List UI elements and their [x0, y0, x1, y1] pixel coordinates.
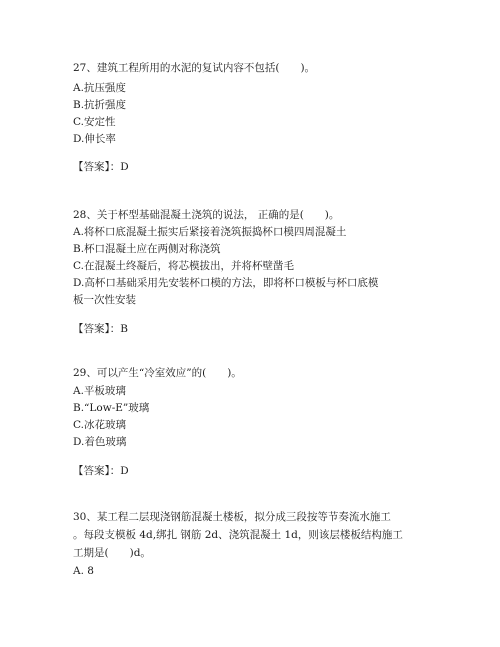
question-30-option-a: A. 8 — [73, 565, 94, 577]
question-29-stem: 29、可以产生“冷室效应”的( )。 — [73, 367, 242, 379]
question-30-stem-line-3: 工期是( )d。 — [73, 547, 151, 559]
question-28-option-a: A.将杯口底混凝土振实后紧接着浇筑振捣杯口模四周混凝土 — [73, 226, 347, 238]
question-29-option-a: A.平板玻璃 — [73, 385, 126, 397]
question-30-stem: 30、某工程二层现浇钢筋混凝土楼板，拟分成三段按等节奏流水施工 — [73, 511, 391, 523]
question-30-stem-line-2: 。每段支模板 4d,绑扎 钢筋 2d、浇筑混凝土 1d，则该层楼板结构施工 — [73, 529, 403, 541]
question-27-stem: 27、建筑工程所用的水泥的复试内容不包括( )。 — [73, 62, 316, 74]
question-27-option-d: D.伸长率 — [73, 133, 116, 145]
question-28-option-b: B.杯口混凝土应在两侧对称浇筑 — [73, 243, 221, 255]
question-27-option-b: B.抗折强度 — [73, 99, 127, 111]
question-27-option-c: C.安定性 — [73, 116, 116, 128]
question-28-option-d: D.高杯口基础采用先安装杯口模的方法，即将杯口模板与杯口底模 — [73, 277, 379, 289]
question-28-answer: 【答案】：B — [73, 323, 128, 335]
question-29-answer: 【答案】：D — [73, 465, 129, 477]
question-29-option-b: B.“Low-E”玻璃 — [73, 402, 150, 414]
question-29-option-d: D.着色玻璃 — [73, 436, 127, 448]
question-28-option-d-cont: 板一次性安装 — [73, 294, 136, 306]
question-29-option-c: C.冰花玻璃 — [73, 419, 126, 431]
question-27-answer: 【答案】：D — [73, 161, 129, 173]
question-27-option-a: A.抗压强度 — [73, 82, 126, 94]
question-28-option-c: C.在混凝土终凝后，将芯模拔出，并将杯壁凿毛 — [73, 260, 294, 272]
question-28-stem: 28、关于杯型基础混凝土浇筑的说法， 正确的是( )。 — [73, 209, 340, 221]
